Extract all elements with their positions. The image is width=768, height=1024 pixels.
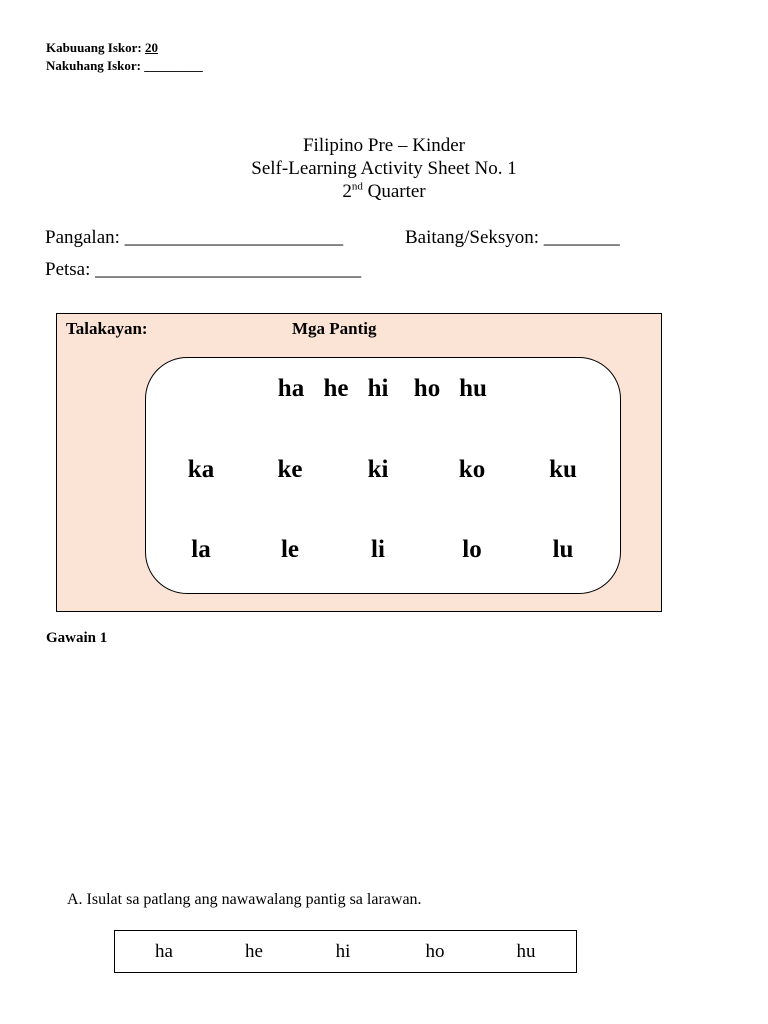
earned-score-label: Nakuhang Iskor: <box>46 58 142 73</box>
syllable: hu <box>459 375 487 402</box>
choice-syllable: ha <box>155 941 173 962</box>
earned-score-line <box>46 58 203 74</box>
date-field[interactable]: Petsa: ____________________________ <box>45 259 362 280</box>
grade-section-field[interactable]: Baitang/Seksyon: ________ <box>405 227 620 248</box>
lesson-topic: Mga Pantig <box>292 319 377 338</box>
quarter-number: 2 <box>342 181 352 202</box>
choice-syllable: hi <box>335 941 351 962</box>
syllable: ke <box>277 456 303 483</box>
syllable: le <box>280 536 300 563</box>
syllable: ho <box>413 375 441 402</box>
choice-syllable: ho <box>425 941 445 962</box>
choice-syllable: he <box>245 941 263 962</box>
total-score-value: 20 <box>144 40 158 55</box>
syllable: he <box>323 375 349 402</box>
syllable: lo <box>462 536 482 563</box>
activity-instruction: A. Isulat sa patlang ang nawawalang pantig sa larawan. <box>67 891 422 908</box>
lesson-label: Talakayan: <box>66 319 148 338</box>
name-field[interactable]: Pangalan: _______________________ <box>45 227 344 248</box>
syllable: lu <box>552 536 574 563</box>
syllable: li <box>371 536 385 563</box>
syllable: hi <box>367 375 389 402</box>
activity-heading: Gawain 1 <box>46 630 108 646</box>
quarter-title <box>0 180 768 203</box>
syllable: la <box>191 536 211 563</box>
syllable: ku <box>549 456 577 483</box>
syllable: ki <box>367 456 389 483</box>
quarter-word: Quarter <box>367 181 426 202</box>
syllable: ha <box>277 375 305 402</box>
syllable: ko <box>458 456 486 483</box>
total-score-label: Kabuuang Iskor: <box>46 40 142 55</box>
choice-syllable: hu <box>516 941 536 962</box>
subject-title: Filipino Pre – Kinder <box>302 135 466 156</box>
sheet-title: Self-Learning Activity Sheet No. 1 <box>251 158 517 179</box>
total-score-line <box>46 40 158 56</box>
earned-score-blank: _________ <box>144 58 203 73</box>
syllable: ka <box>187 456 215 483</box>
quarter-suffix: nd <box>351 180 363 193</box>
